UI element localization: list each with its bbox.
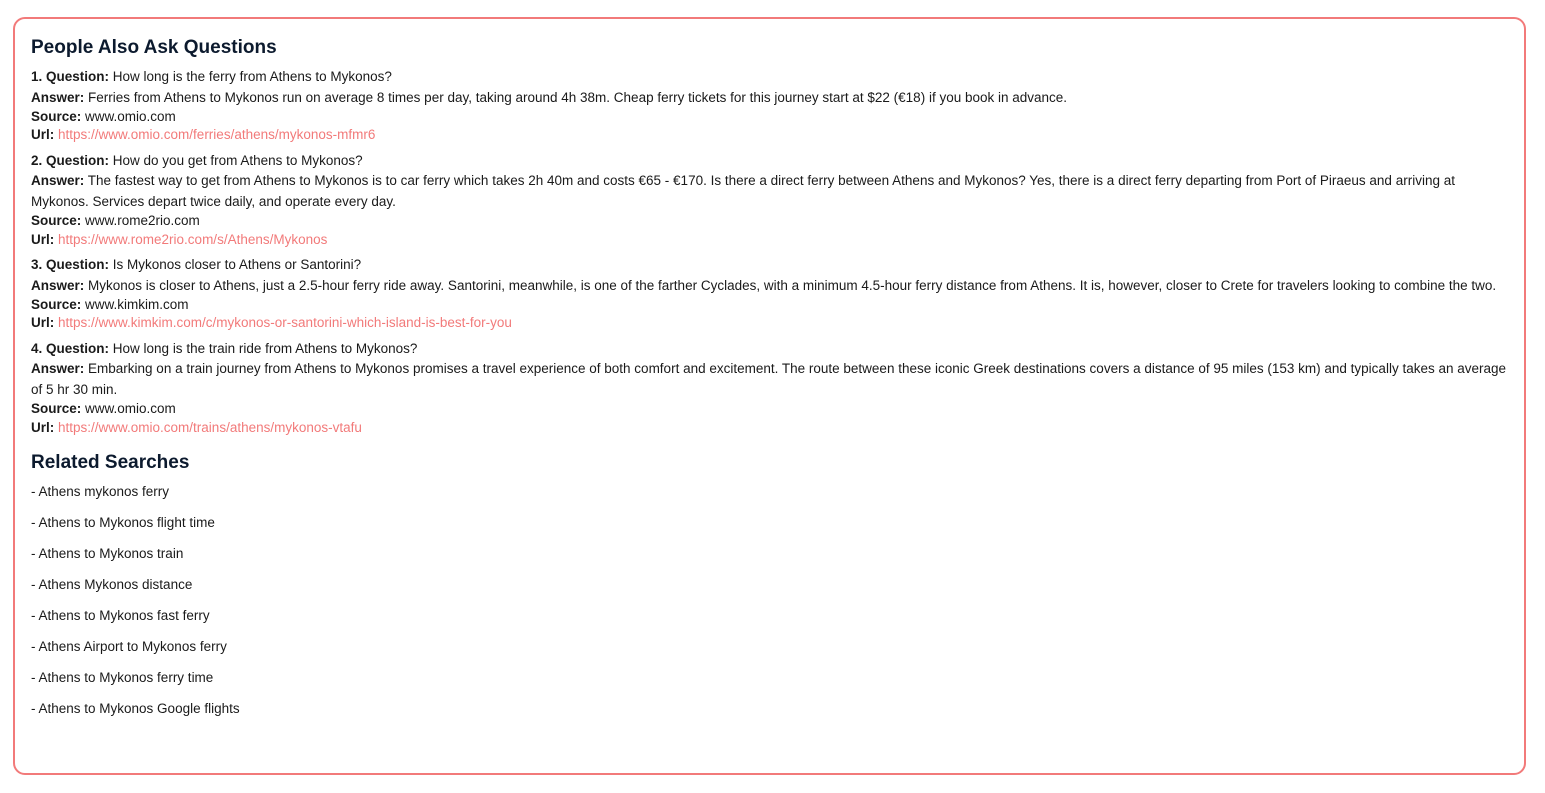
source-label: Source:	[31, 296, 82, 312]
qa-item	[31, 68, 1508, 145]
answer-label: Answer:	[31, 89, 85, 105]
source-text: www.kimkim.com	[85, 296, 189, 312]
source-text: www.rome2rio.com	[85, 213, 200, 228]
question-text: How long is the ferry from Athens to Mykonos?	[112, 69, 392, 84]
answer-label: Answer:	[31, 361, 85, 376]
people-also-ask-title: People Also Ask Questions	[31, 37, 277, 58]
source-url-link[interactable]: https://www.rome2rio.com/s/Athens/Mykonos	[58, 231, 328, 247]
source-url-link[interactable]: https://www.kimkim.com/c/mykonos-or-santorini-which-island-is-best-for-you	[58, 315, 512, 330]
question-number: 1. Question:	[31, 69, 110, 84]
related-searches-title: Related Searches	[31, 452, 190, 473]
source-url-link[interactable]: https://www.omio.com/trains/athens/mykonos-vtafu	[58, 419, 362, 435]
question-text: How do you get from Athens to Mykonos?	[112, 152, 363, 168]
related-search-item[interactable]: - Athens to Mykonos ferry time	[31, 670, 214, 685]
question-text: Is Mykonos closer to Athens or Santorini?	[112, 257, 362, 272]
question-number: 4. Question:	[31, 340, 110, 356]
results-card	[13, 17, 1526, 775]
answer-text: Ferries from Athens to Mykonos run on average 8 times per day, taking around 4h 38m. Cheap ferry tickets for this journey start at $22 (€18) if you book in advance.	[88, 89, 1068, 105]
related-search-item[interactable]: - Athens mykonos ferry	[31, 484, 170, 499]
source-label: Source:	[31, 108, 82, 124]
source-url-link[interactable]: https://www.omio.com/ferries/athens/mykonos-mfmr6	[58, 127, 376, 142]
source-text: www.omio.com	[85, 401, 176, 416]
related-search-item[interactable]: - Athens to Mykonos Google flights	[31, 701, 240, 716]
related-search-item[interactable]: - Athens to Mykonos train	[31, 546, 184, 561]
answer-text: Embarking on a train journey from Athens to Mykonos promises a travel experience of both comfort and excitement. The route between these iconic Greek destinations covers a distance of 95 miles (153 km) and typically takes an average of 5 hr 30 min.	[31, 361, 1507, 397]
related-search-item[interactable]: - Athens to Mykonos fast ferry	[31, 608, 210, 623]
related-search-item[interactable]: - Athens Mykonos distance	[31, 577, 193, 592]
url-label: Url:	[31, 127, 55, 142]
related-search-item[interactable]: - Athens Airport to Mykonos ferry	[31, 639, 227, 654]
url-label: Url:	[31, 315, 55, 330]
source-label: Source:	[31, 401, 82, 416]
source-text: www.omio.com	[85, 108, 176, 124]
question-number: 3. Question:	[31, 257, 110, 272]
source-label: Source:	[31, 213, 82, 228]
related-search-item[interactable]: - Athens to Mykonos flight time	[31, 515, 215, 530]
url-label: Url:	[31, 419, 55, 435]
answer-label: Answer:	[31, 173, 85, 188]
qa-item	[31, 152, 1508, 250]
answer-text: Mykonos is closer to Athens, just a 2.5-hour ferry ride away. Santorini, meanwhile, is one of the farther Cyclades, with a minimum 4.5-hour ferry distance from Athens. It is, however, closer to Crete for travelers looking to combine the two.	[88, 277, 1497, 293]
related-searches-list	[31, 481, 1508, 719]
answer-text: The fastest way to get from Athens to Mykonos is to car ferry which takes 2h 40m and costs €65 - €170. Is there a direct ferry between Athens and Mykonos? Yes, there is a direct ferry departing from Port of Piraeus and arriving at Mykonos. Services depart twice daily, and operate every day.	[31, 173, 1455, 209]
question-text: How long is the train ride from Athens to Mykonos?	[112, 340, 418, 356]
url-label: Url:	[31, 231, 55, 247]
answer-label: Answer:	[31, 277, 85, 293]
qa-item	[31, 340, 1508, 438]
question-number: 2. Question:	[31, 152, 110, 168]
qa-item	[31, 256, 1508, 333]
